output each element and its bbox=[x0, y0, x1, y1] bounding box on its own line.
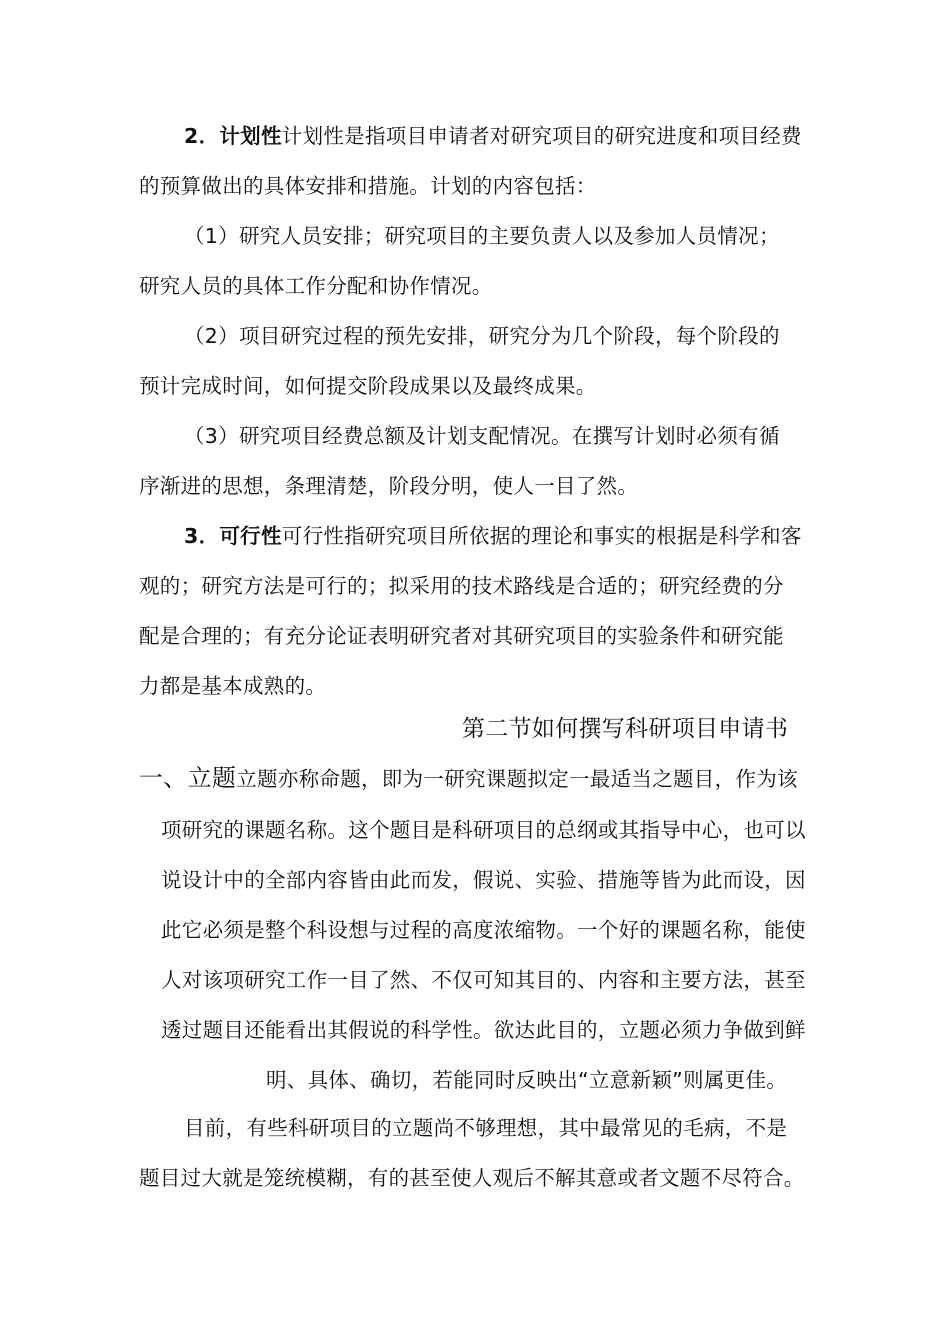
sub1-line1: （1）研究人员安排；研究项目的主要负责人以及参加人员情况； bbox=[184, 224, 780, 248]
closing-line2: 题目过大就是笼统模糊，有的甚至使人观后不解其意或者文题不尽符合。 bbox=[139, 1166, 805, 1190]
item3-line2: 观的；研究方法是可行的；拟采用的技术路线是合适的；研究经费的分 bbox=[139, 574, 784, 598]
item3-line3: 配是合理的；有充分论证表明研究者对其研究项目的实验条件和研究能 bbox=[139, 624, 784, 648]
sub3-line1: （3）研究项目经费总额及计划支配情况。在撰写计划时必须有循 bbox=[184, 424, 780, 448]
topic-line7: 明、具体、确切，若能同时反映出“立意新颖”则属更佳。 bbox=[266, 1068, 788, 1092]
topic-heading: 一、立题 bbox=[139, 764, 237, 792]
item3-line4: 力都是基本成熟的。 bbox=[139, 674, 327, 698]
topic-line4: 此它必须是整个科设想与过程的高度浓缩物。一个好的课题名称，能使 bbox=[161, 918, 806, 942]
topic-text: 立题亦称命题，即为一研究课题拟定一最适当之题目，作为该 bbox=[236, 767, 798, 791]
item2-text: 计划性是指项目申请者对研究项目的研究进度和项目经费 bbox=[281, 124, 802, 148]
item2-term: 计划性 bbox=[219, 124, 282, 148]
topic-line1 bbox=[139, 766, 798, 790]
sub2-line2: 预计完成时间，如何提交阶段成果以及最终成果。 bbox=[139, 374, 597, 398]
item3-line1 bbox=[184, 526, 802, 547]
sub1-line2: 研究人员的具体工作分配和协作情况。 bbox=[139, 274, 493, 298]
item3-term: 可行性 bbox=[219, 524, 282, 548]
item2-number: 2． bbox=[184, 124, 220, 148]
topic-line2: 项研究的课题名称。这个题目是科研项目的总纲或其指导中心，也可以 bbox=[161, 818, 806, 842]
topic-line5: 人对该项研究工作一目了然、不仅可知其目的、内容和主要方法，甚至 bbox=[161, 968, 806, 992]
topic-line3: 说设计中的全部内容皆由此而发，假说、实验、措施等皆为此而设，因 bbox=[161, 868, 806, 892]
item2-line1 bbox=[184, 126, 802, 147]
item2-line2: 的预算做出的具体安排和措施。计划的内容包括： bbox=[139, 174, 597, 198]
item3-text: 可行性指研究项目所依据的理论和事实的根据是科学和客 bbox=[281, 524, 802, 548]
sub3-line2: 序渐进的思想，条理清楚，阶段分明，使人一目了然。 bbox=[139, 474, 639, 498]
closing-line1: 目前，有些科研项目的立题尚不够理想，其中最常见的毛病，不是 bbox=[184, 1116, 788, 1140]
sub2-line1: （2）项目研究过程的预先安排，研究分为几个阶段，每个阶段的 bbox=[184, 324, 780, 348]
item3-number: 3． bbox=[184, 524, 220, 548]
section-title: 第二节如何撰写科研项目申请书 bbox=[462, 716, 789, 742]
topic-line6: 透过题目还能看出其假说的科学性。欲达此目的，立题必须力争做到鲜 bbox=[161, 1018, 806, 1042]
